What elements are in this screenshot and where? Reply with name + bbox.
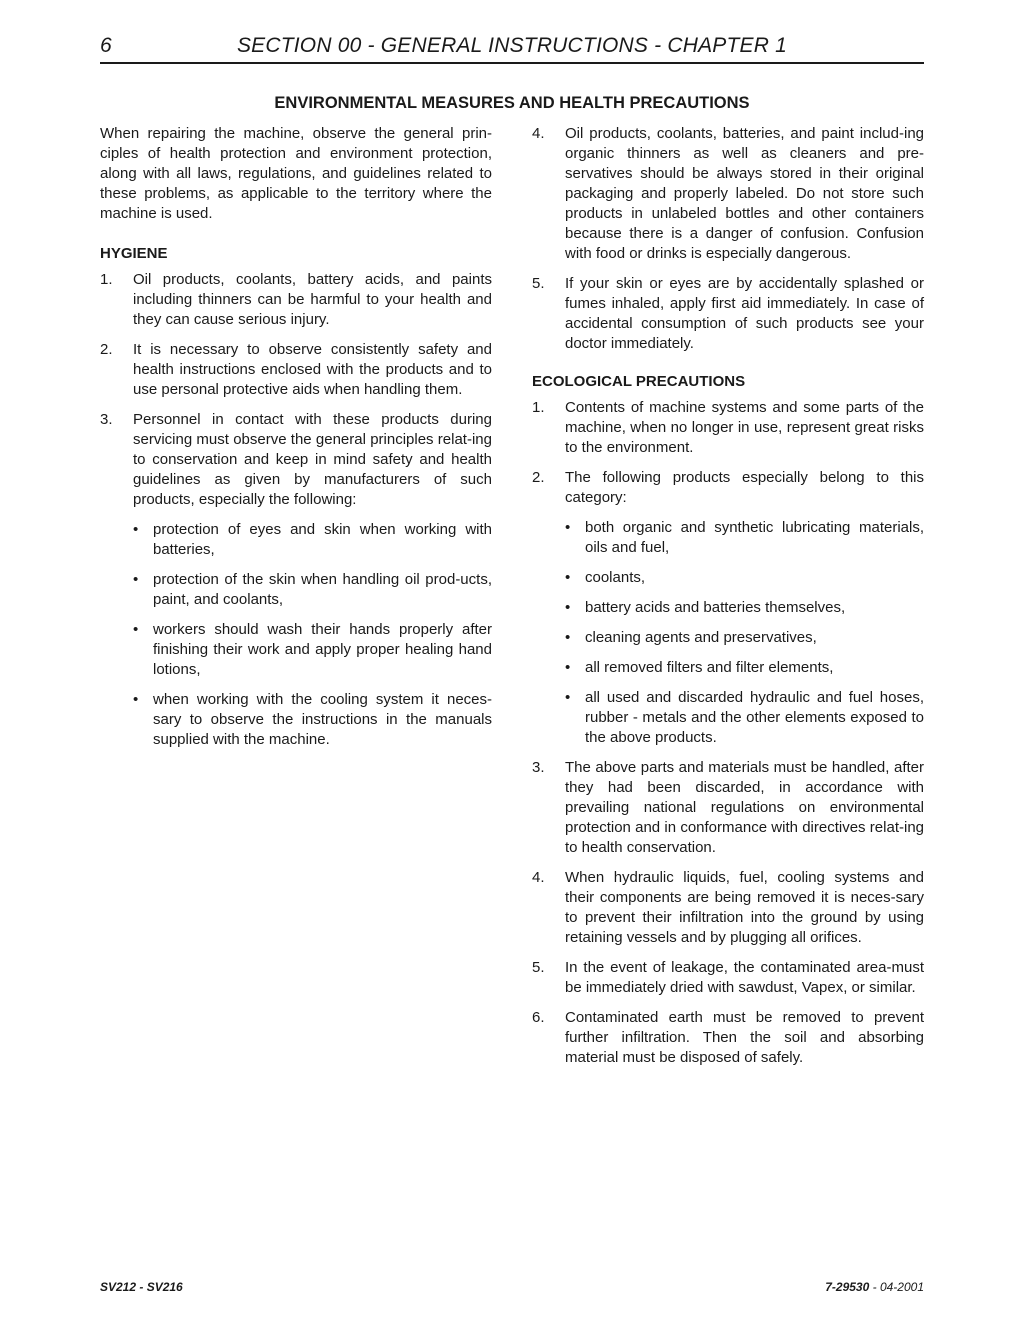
ecological-item-4 bbox=[532, 868, 924, 948]
hygiene-item-3 bbox=[100, 410, 492, 750]
ecological-item-5 bbox=[532, 958, 924, 998]
footer-date: 04-2001 bbox=[879, 1280, 924, 1294]
item-text: Personnel in contact with these products during servicing must observe the general principles relat-ing to conservation and keep in mind safety and health guidelines as given by manufacturers of such products, especially the following: bbox=[133, 411, 492, 508]
footer-separator: - bbox=[869, 1280, 880, 1294]
item-text: In the event of leakage, the contaminated area-must be immediately dried with sawdust, Vapex, or similar. bbox=[565, 959, 924, 996]
ecological-item-3 bbox=[532, 758, 924, 858]
hygiene-bullet-list bbox=[133, 520, 492, 750]
ecological-bullet-list bbox=[565, 518, 924, 748]
section-title: SECTION 00 - GENERAL INSTRUCTIONS - CHAPTER 1 bbox=[236, 34, 788, 57]
bullet-item: • both organic and synthetic lubricating materials, oils and fuel, bbox=[565, 518, 924, 558]
hygiene-list-continued bbox=[532, 124, 924, 354]
ecological-item-2 bbox=[532, 468, 924, 748]
item-text: Oil products, coolants, batteries, and paint includ-ing organic thinners as well as cleaners and pre-servatives should be always stored in their original packaging and properly labeled. Do not store such products in unlabeled bottles and other containers because there is a danger of confusion. Confusion with food or drinks is especially dangerous. bbox=[565, 125, 924, 262]
item-number: 3. bbox=[100, 411, 113, 428]
bullet-item: • workers should wash their hands properly after finishing their work and apply proper healing hand lotions, bbox=[133, 620, 492, 680]
hygiene-item-1 bbox=[100, 270, 492, 330]
bullet-item: • coolants, bbox=[565, 568, 924, 588]
item-text: The above parts and materials must be handled, after they had been discarded, in accordance with prevailing national regulations on environmental protection and in conformance with directives relat-ing to health conservation. bbox=[565, 759, 924, 856]
item-number: 1. bbox=[100, 271, 113, 288]
bullet-item: • protection of eyes and skin when working with batteries, bbox=[133, 520, 492, 560]
footer-models: SV212 - SV216 bbox=[100, 1280, 183, 1294]
ecological-item-6 bbox=[532, 1008, 924, 1068]
item-number: 3. bbox=[532, 759, 545, 776]
hygiene-list bbox=[100, 270, 492, 750]
bullet-item: • cleaning agents and preservatives, bbox=[565, 628, 924, 648]
ecological-list bbox=[532, 398, 924, 1068]
item-text: Oil products, coolants, battery acids, and paints including thinners can be harmful to your health and they can cause serious injury. bbox=[133, 271, 492, 328]
hygiene-item-2 bbox=[100, 340, 492, 400]
bullet-item: • all used and discarded hydraulic and fuel hoses, rubber - metals and the other elements exposed to the above products. bbox=[565, 688, 924, 748]
bullet-item: • battery acids and batteries themselves, bbox=[565, 598, 924, 618]
intro-paragraph: When repairing the machine, observe the general prin-ciples of health protection and environment protection, along with all laws, regulations, and guidelines related to these problems, as applicable to the territory where the machine is used. bbox=[100, 125, 492, 222]
hygiene-item-4 bbox=[532, 124, 924, 264]
item-number: 2. bbox=[100, 341, 113, 358]
bullet-item: • protection of the skin when handling oil prod-ucts, paint, and coolants, bbox=[133, 570, 492, 610]
item-text: The following products especially belong to this category: bbox=[565, 469, 924, 506]
ecological-item-1 bbox=[532, 398, 924, 458]
item-text: Contents of machine systems and some parts of the machine, when no longer in use, represent great risks to the environment. bbox=[565, 399, 924, 456]
item-text: When hydraulic liquids, fuel, cooling systems and their components are being removed it is neces-sary to prevent their infiltration into the ground by using retaining vessels and by plugging all orifices. bbox=[565, 869, 924, 946]
item-text: It is necessary to observe consistently safety and health instructions enclosed with the products and to use personal protective aids when handling them. bbox=[133, 341, 492, 398]
item-number: 5. bbox=[532, 959, 545, 976]
item-text: If your skin or eyes are by accidentally splashed or fumes inhaled, apply first aid immediately. In case of accidental consumption of such products see your doctor immediately. bbox=[565, 275, 924, 352]
hygiene-item-5 bbox=[532, 274, 924, 354]
right-column bbox=[532, 124, 924, 1078]
page-number: 6 bbox=[100, 34, 112, 57]
item-number: 4. bbox=[532, 869, 545, 886]
bullet-item: • all removed filters and filter elements, bbox=[565, 658, 924, 678]
item-number: 2. bbox=[532, 469, 545, 486]
page-title: ENVIRONMENTAL MEASURES AND HEALTH PRECAUTIONS bbox=[274, 94, 750, 112]
page-header bbox=[100, 32, 924, 64]
item-text: Contaminated earth must be removed to prevent further infiltration. Then the soil and absorbing material must be disposed of safely. bbox=[565, 1009, 924, 1066]
footer-doc-number: 7-29530 bbox=[825, 1280, 870, 1294]
item-number: 4. bbox=[532, 125, 545, 142]
hygiene-heading: HYGIENE bbox=[100, 245, 168, 262]
bullet-item: • when working with the cooling system it neces-sary to observe the instructions in the manuals supplied with the machine. bbox=[133, 690, 492, 750]
footer-doc-info bbox=[825, 1280, 924, 1294]
item-number: 5. bbox=[532, 275, 545, 292]
item-number: 6. bbox=[532, 1009, 545, 1026]
left-column bbox=[100, 124, 492, 760]
item-number: 1. bbox=[532, 399, 545, 416]
ecological-heading: ECOLOGICAL PRECAUTIONS bbox=[532, 373, 746, 390]
